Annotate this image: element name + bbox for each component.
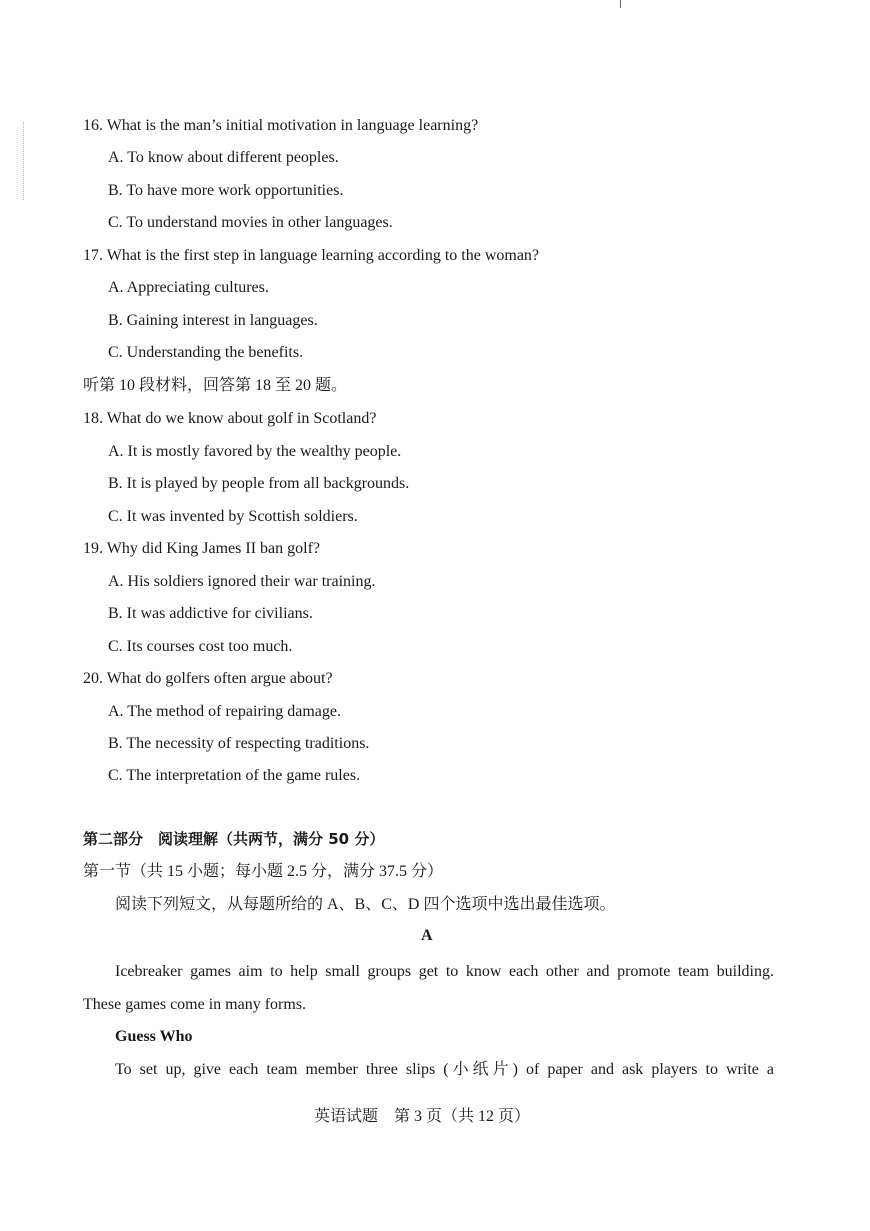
question-17-stem: 17. What is the first step in language learning according to the woman? bbox=[83, 247, 540, 264]
question-17-option-a: A. Appreciating cultures. bbox=[108, 279, 269, 296]
question-20-stem: 20. What do golfers often argue about? bbox=[83, 670, 333, 687]
question-17-option-b: B. Gaining interest in languages. bbox=[108, 312, 318, 329]
question-16-stem: 16. What is the man’s initial motivation in language learning? bbox=[83, 117, 479, 134]
question-18-option-c: C. It was invented by Scottish soldiers. bbox=[108, 508, 358, 525]
section-one-heading: 第一节（共 15 小题；每小题 2.5 分，满分 37.5 分） bbox=[83, 863, 444, 880]
question-18-option-a: A. It is mostly favored by the wealthy people. bbox=[108, 443, 402, 460]
question-20-option-a: A. The method of repairing damage. bbox=[108, 703, 341, 720]
reading-instruction: 阅读下列短文，从每题所给的 A、B、C、D 四个选项中选出最佳选项。 bbox=[115, 896, 616, 913]
question-18-option-b: B. It is played by people from all backgrounds. bbox=[108, 475, 410, 492]
question-16-option-c: C. To understand movies in other languages. bbox=[108, 214, 393, 231]
question-20-option-b: B. The necessity of respecting traditions. bbox=[108, 735, 370, 752]
page-footer: 英语试题 第 3 页（共 12 页） bbox=[314, 1108, 531, 1125]
question-16-option-a: A. To know about different peoples. bbox=[108, 149, 339, 166]
paragraph-2-line-1: To set up, give each team member three slips (小纸片) of paper and ask players to write a bbox=[115, 1061, 774, 1078]
binding-dots bbox=[23, 122, 25, 200]
question-16-option-b: B. To have more work opportunities. bbox=[108, 182, 344, 199]
question-19-stem: 19. Why did King James II ban golf? bbox=[83, 540, 320, 557]
paragraph-1-line-2: These games come in many forms. bbox=[83, 996, 307, 1013]
paragraph-1-line-1: Icebreaker games aim to help small groups get to know each other and promote team building. bbox=[115, 963, 774, 980]
question-17-option-c: C. Understanding the benefits. bbox=[108, 344, 304, 361]
listening-instruction: 听第 10 段材料，回答第 18 至 20 题。 bbox=[83, 377, 348, 394]
question-19-option-a: A. His soldiers ignored their war training. bbox=[108, 573, 376, 590]
question-19-option-c: C. Its courses cost too much. bbox=[108, 638, 293, 655]
scan-mark-top bbox=[620, 0, 621, 8]
question-18-stem: 18. What do we know about golf in Scotland? bbox=[83, 410, 377, 427]
question-20-option-c: C. The interpretation of the game rules. bbox=[108, 767, 361, 784]
subheading-guess-who: Guess Who bbox=[115, 1028, 193, 1045]
question-19-option-b: B. It was addictive for civilians. bbox=[108, 605, 313, 622]
passage-letter: A bbox=[421, 927, 433, 944]
part-two-title: 第二部分 阅读理解（共两节，满分 50 分） bbox=[83, 830, 385, 848]
